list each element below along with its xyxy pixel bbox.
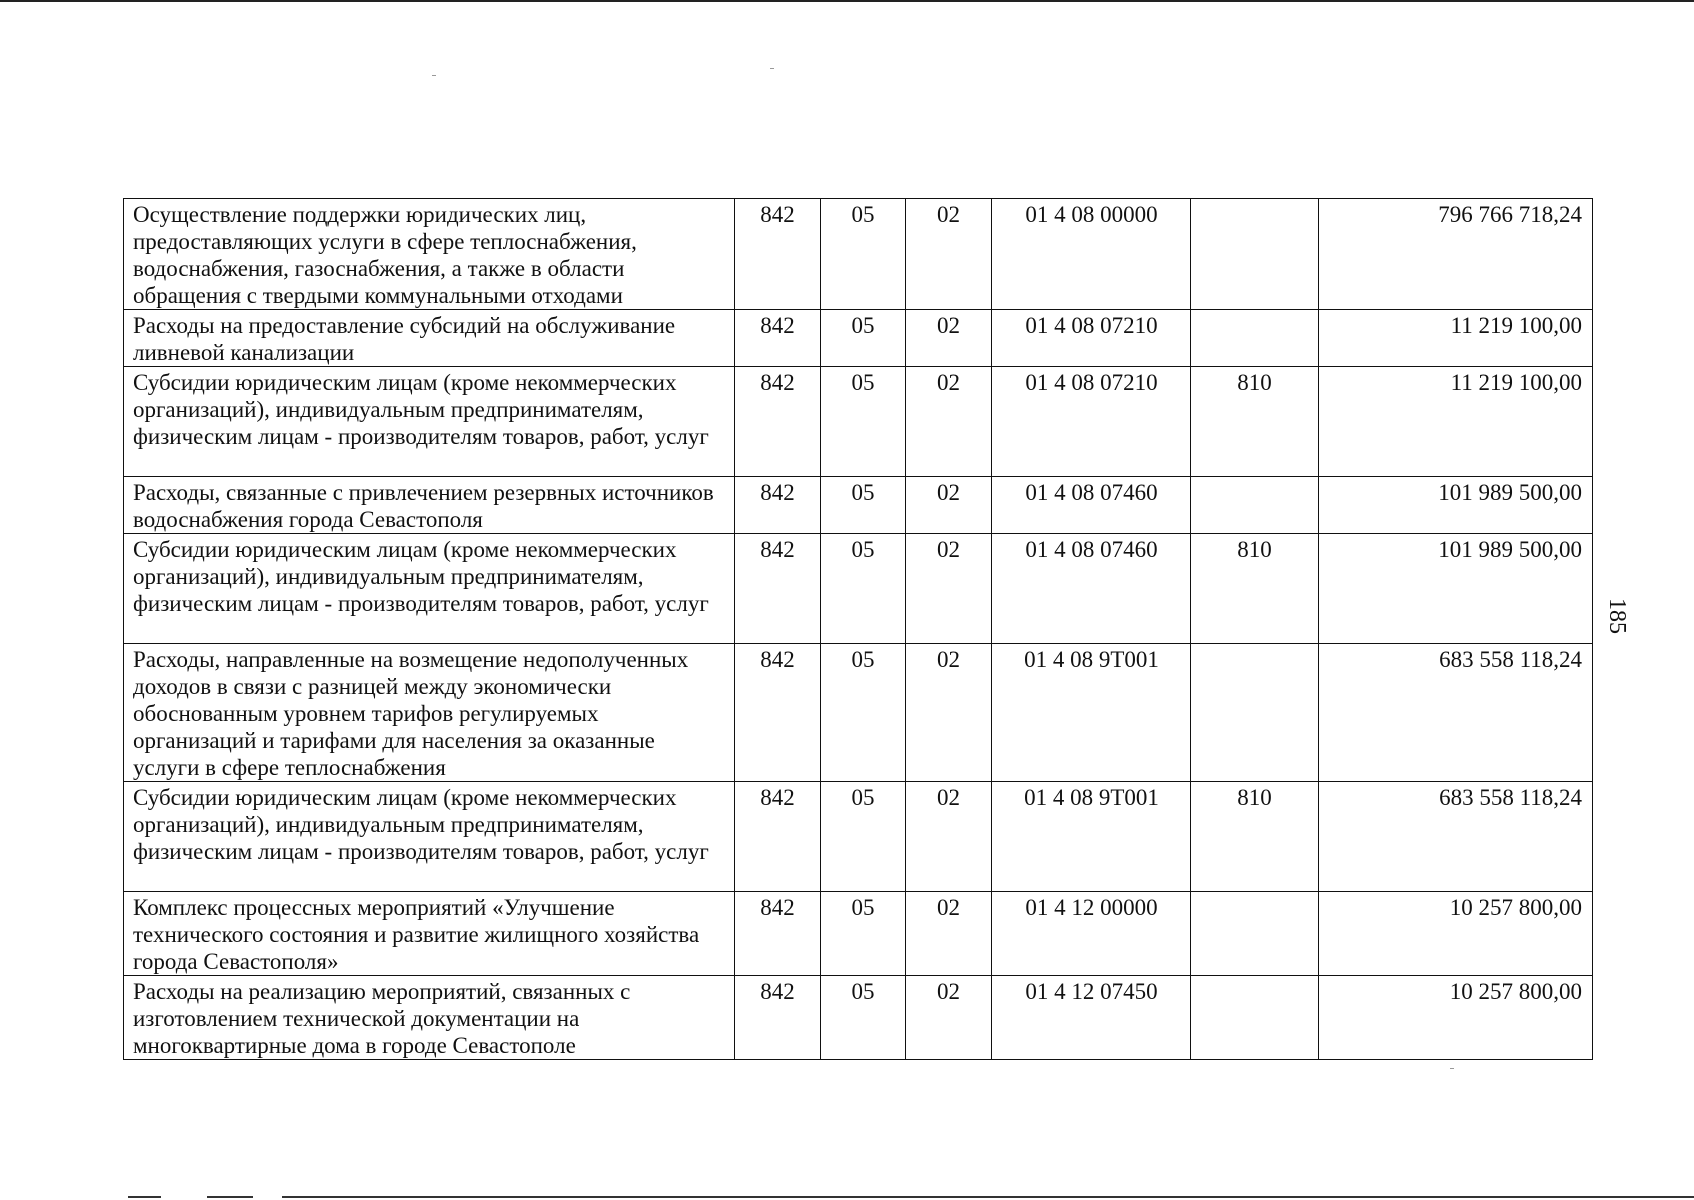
scan-speck xyxy=(432,75,436,76)
table-row xyxy=(124,782,1593,892)
page-number: 185 xyxy=(1604,598,1630,634)
scan-edge-bottom xyxy=(282,1196,1694,1198)
amount: 10 257 800,00 xyxy=(1319,976,1593,1060)
expense-type: 810 xyxy=(1191,367,1319,477)
amount: 11 219 100,00 xyxy=(1319,367,1593,477)
subsection-code: 02 xyxy=(906,534,992,644)
amount: 683 558 118,24 xyxy=(1319,644,1593,782)
row-description: Субсидии юридическим лицам (кроме некоммерческих организаций), индивидуальным предпринимателям, физическим лицам - производителям товаров, работ, услуг xyxy=(124,782,735,892)
ministry-code: 842 xyxy=(735,644,821,782)
subsection-code: 02 xyxy=(906,367,992,477)
target-article: 01 4 08 07210 xyxy=(992,310,1191,367)
table-row xyxy=(124,367,1593,477)
table-row xyxy=(124,976,1593,1060)
table-row xyxy=(124,644,1593,782)
table-row xyxy=(124,310,1593,367)
expense-type: 810 xyxy=(1191,534,1319,644)
expense-type xyxy=(1191,199,1319,310)
ministry-code: 842 xyxy=(735,782,821,892)
section-code: 05 xyxy=(821,310,906,367)
scan-edge-top xyxy=(0,0,1694,2)
target-article: 01 4 08 07460 xyxy=(992,534,1191,644)
table-row xyxy=(124,892,1593,976)
amount: 796 766 718,24 xyxy=(1319,199,1593,310)
row-description: Расходы, связанные с привлечением резервных источников водоснабжения города Севастополя xyxy=(124,477,735,534)
row-description: Осуществление поддержки юридических лиц, предоставляющих услуги в сфере теплоснабжения, водоснабжения, газоснабжения, а также в области обращения с твердыми коммунальными отходами xyxy=(124,199,735,310)
expense-type xyxy=(1191,976,1319,1060)
section-code: 05 xyxy=(821,477,906,534)
section-code: 05 xyxy=(821,782,906,892)
amount: 101 989 500,00 xyxy=(1319,477,1593,534)
scan-speck xyxy=(1450,1068,1454,1069)
ministry-code: 842 xyxy=(735,310,821,367)
amount: 11 219 100,00 xyxy=(1319,310,1593,367)
subsection-code: 02 xyxy=(906,644,992,782)
target-article: 01 4 08 07210 xyxy=(992,367,1191,477)
ministry-code: 842 xyxy=(735,367,821,477)
row-description: Расходы, направленные на возмещение недополученных доходов в связи с разницей между экономически обоснованным уровнем тарифов регулируемых организаций и тарифами для населения за оказанные услуги в сфере теплоснабжения xyxy=(124,644,735,782)
row-description: Расходы на предоставление субсидий на обслуживание ливневой канализации xyxy=(124,310,735,367)
subsection-code: 02 xyxy=(906,199,992,310)
section-code: 05 xyxy=(821,367,906,477)
section-code: 05 xyxy=(821,892,906,976)
scan-edge-bottom xyxy=(207,1196,253,1198)
expense-type xyxy=(1191,644,1319,782)
target-article: 01 4 08 9Т001 xyxy=(992,782,1191,892)
ministry-code: 842 xyxy=(735,477,821,534)
scan-edge-bottom xyxy=(128,1196,161,1198)
amount: 10 257 800,00 xyxy=(1319,892,1593,976)
budget-table xyxy=(123,198,1593,1060)
expense-type: 810 xyxy=(1191,782,1319,892)
scan-speck xyxy=(770,68,774,69)
row-description: Комплекс процессных мероприятий «Улучшение технического состояния и развитие жилищного хозяйства города Севастополя» xyxy=(124,892,735,976)
row-description: Субсидии юридическим лицам (кроме некоммерческих организаций), индивидуальным предпринимателям, физическим лицам - производителям товаров, работ, услуг xyxy=(124,534,735,644)
ministry-code: 842 xyxy=(735,892,821,976)
row-description: Расходы на реализацию мероприятий, связанных с изготовлением технической документации на многоквартирные дома в городе Севастополе xyxy=(124,976,735,1060)
subsection-code: 02 xyxy=(906,976,992,1060)
section-code: 05 xyxy=(821,534,906,644)
section-code: 05 xyxy=(821,199,906,310)
expense-type xyxy=(1191,892,1319,976)
section-code: 05 xyxy=(821,976,906,1060)
subsection-code: 02 xyxy=(906,892,992,976)
expense-type xyxy=(1191,310,1319,367)
target-article: 01 4 12 07450 xyxy=(992,976,1191,1060)
row-description: Субсидии юридическим лицам (кроме некоммерческих организаций), индивидуальным предпринимателям, физическим лицам - производителям товаров, работ, услуг xyxy=(124,367,735,477)
table-row xyxy=(124,477,1593,534)
amount: 101 989 500,00 xyxy=(1319,534,1593,644)
subsection-code: 02 xyxy=(906,782,992,892)
table-row xyxy=(124,199,1593,310)
table-row xyxy=(124,534,1593,644)
target-article: 01 4 08 9Т001 xyxy=(992,644,1191,782)
target-article: 01 4 08 07460 xyxy=(992,477,1191,534)
section-code: 05 xyxy=(821,644,906,782)
ministry-code: 842 xyxy=(735,534,821,644)
subsection-code: 02 xyxy=(906,310,992,367)
target-article: 01 4 08 00000 xyxy=(992,199,1191,310)
expense-type xyxy=(1191,477,1319,534)
subsection-code: 02 xyxy=(906,477,992,534)
amount: 683 558 118,24 xyxy=(1319,782,1593,892)
target-article: 01 4 12 00000 xyxy=(992,892,1191,976)
ministry-code: 842 xyxy=(735,976,821,1060)
ministry-code: 842 xyxy=(735,199,821,310)
